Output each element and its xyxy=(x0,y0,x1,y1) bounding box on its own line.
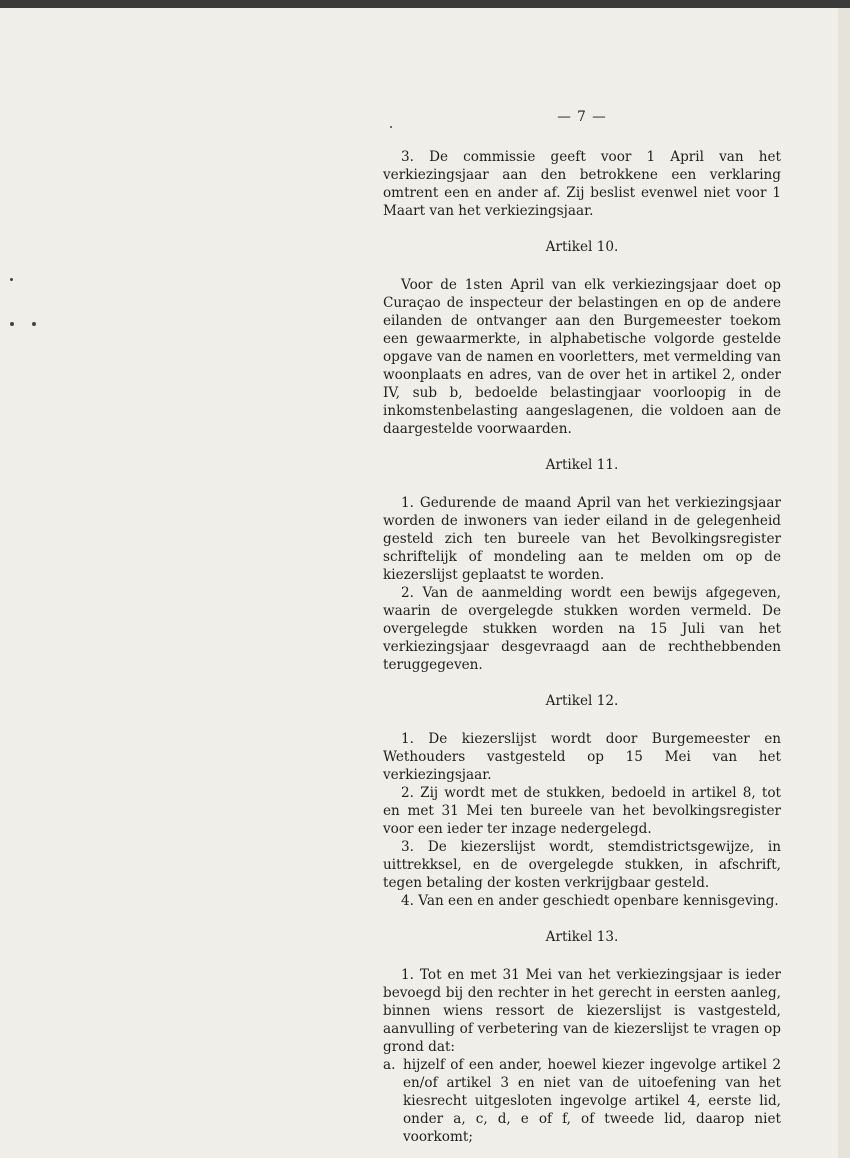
paper-speck xyxy=(10,278,13,281)
document-page xyxy=(0,8,838,1158)
article-heading: Artikel 13. xyxy=(545,929,619,945)
paragraph: 2. Van de aanmelding wordt een bewijs afgegeven, waarin de overgelegde stukken worden vermeld. De overgelegde stukken worden na 15 Juli van het verkiezingsjaar desgevraagd aan de rechthebbenden teruggegeven. xyxy=(383,585,781,673)
article-heading: Artikel 10. xyxy=(545,239,619,255)
paragraph: Voor de 1sten April van elk verkiezingsjaar doet op Curaçao de inspecteur der belastingen en op de andere eilanden de ontvanger aan den Burgemeester toekom een gewaarmerkte, in alphabetische volgorde gestelde opgave van de namen en voorletters, met vermelding van woonplaats en adres, van de over het in artikel 2, onder IV, sub b, bedoelde belastingjaar voorloopig in de inkomstenbelasting aangeslagenen, die voldoen aan de daargestelde voorwaarden. xyxy=(383,277,781,437)
text-column xyxy=(383,108,781,1146)
paragraph: 1. Tot en met 31 Mei van het verkiezingsjaar is ieder bevoegd bij den rechter in het gerecht in eersten aanleg, binnen wiens ressort de kiezerslijst is vastgesteld, aanvulling of verbetering van de kiezerslijst te vragen op grond dat: xyxy=(383,967,781,1055)
paragraph: 3. De kiezerslijst wordt, stemdistrictsgewijze, in uittrekksel, en de overgelegde stukken, in afschrift, tegen betaling der kosten verkrijgbaar gesteld. xyxy=(383,839,781,891)
article-heading: Artikel 11. xyxy=(545,457,619,473)
paragraph: 1. Gedurende de maand April van het verkiezingsjaar worden de inwoners van ieder eiland in de gelegenheid gesteld zich ten bureele van het Bevolkingsregister schriftelijk of mondeling aan te melden om op de kiezerslijst geplaatst te worden. xyxy=(383,495,781,583)
page-edge xyxy=(838,8,850,1158)
list-item xyxy=(383,1056,781,1146)
paragraph: 4. Van een en ander geschiedt openbare kennisgeving. xyxy=(401,893,779,909)
paper-speck xyxy=(10,322,14,326)
paragraph: 3. De commissie geeft voor 1 April van het verkiezingsjaar aan den betrokkene een verklaring omtrent een en ander af. Zij beslist evenwel niet voor 1 Maart van het verkiezingsjaar. xyxy=(383,149,781,219)
paragraph: 2. Zij wordt met de stukken, bedoeld in artikel 8, tot en met 31 Mei ten bureele van het bevolkingsregister voor een ieder ter inzage nedergelegd. xyxy=(383,785,781,837)
page-number: — 7 — xyxy=(557,109,607,125)
paragraph: 1. De kiezerslijst wordt door Burgemeester en Wethouders vastgesteld op 15 Mei van het verkiezingsjaar. xyxy=(383,731,781,783)
paper-speck xyxy=(32,322,36,326)
list-item-label: a. xyxy=(383,1057,396,1073)
list-item-text: hijzelf of een ander, hoewel kiezer ingevolge artikel 2 en/of artikel 3 en niet van de uitoefening van het kiesrecht uitgesloten ingevolge artikel 4, eerste lid, onder a, c, d, e of f, of tweede lid, daarop niet voorkomt; xyxy=(403,1057,781,1145)
article-heading: Artikel 12. xyxy=(545,693,619,709)
